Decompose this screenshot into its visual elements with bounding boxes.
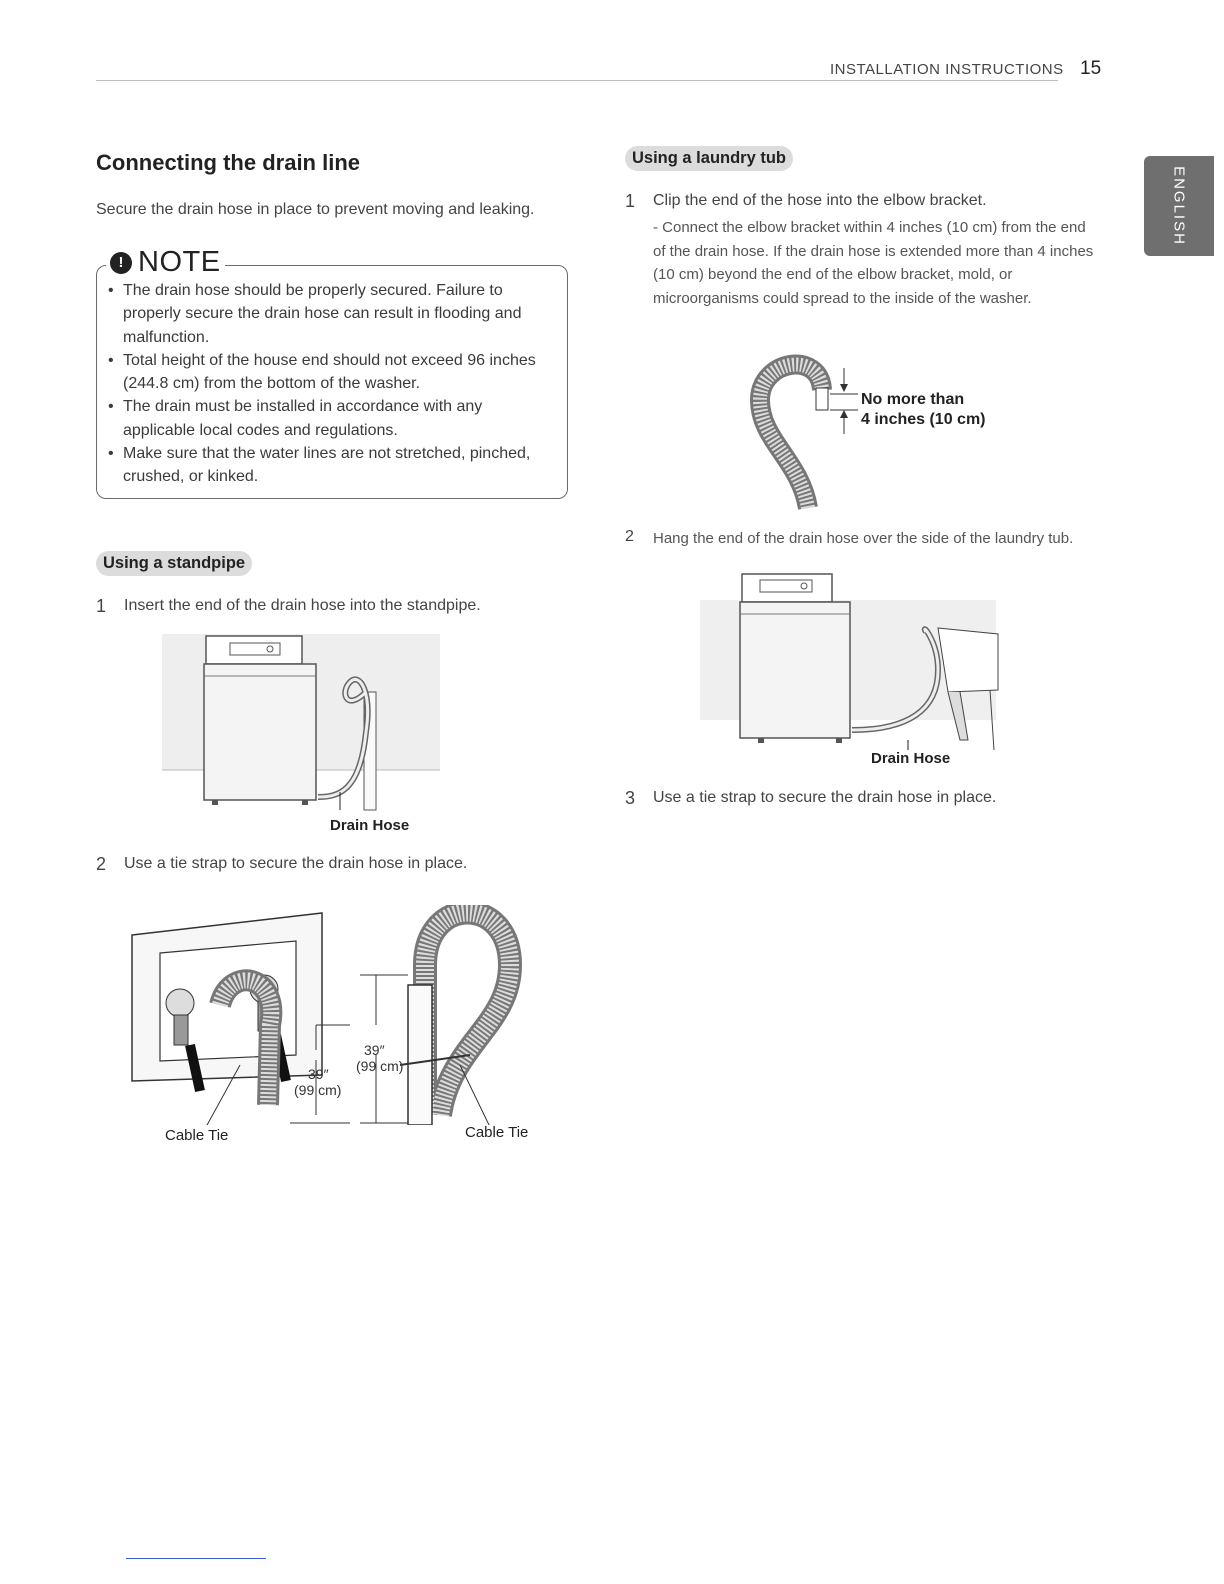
header-title: INSTALLATION INSTRUCTIONS: [830, 61, 1064, 78]
dim-left-value: 39″: [308, 1066, 329, 1082]
tub-step-1-number: 1: [625, 191, 636, 211]
tub-step-2-number: 2: [625, 528, 634, 545]
dim-right-value: 39″: [364, 1042, 385, 1058]
standpipe-heading: Using a standpipe: [96, 551, 252, 576]
tub-step-3-number: 3: [625, 788, 636, 808]
cable-tie-illustration: [130, 905, 530, 1125]
language-tab: [1144, 156, 1214, 256]
standpipe-step-1-number: 1: [96, 596, 107, 616]
tub-fig2-caption: Drain Hose: [871, 750, 951, 767]
note-item: • The drain hose should be properly secured. Failure to properly secure the drain hose can result in flooding and malfunction.: [106, 279, 556, 349]
note-list: [106, 279, 556, 489]
cable-tie-label-left: Cable Tie: [165, 1127, 229, 1144]
standpipe-fig1-caption: Drain Hose: [330, 817, 410, 834]
note-item: • The drain must be installed in accordance with any applicable local codes and regulations.: [106, 395, 556, 442]
standpipe-step-2-text: Use a tie strap to secure the drain hose in place.: [124, 855, 468, 872]
page-number: 15: [1080, 58, 1102, 79]
dim-left-metric: (99 cm): [294, 1082, 342, 1098]
header-rule: [96, 80, 1058, 81]
elbow-bracket-illustration: [740, 350, 860, 510]
section-title: Connecting the drain line: [96, 150, 361, 175]
note-item: • Total height of the house end should not exceed 96 inches (244.8 cm) from the bottom of the washer.: [106, 349, 556, 396]
elbow-label-line1: No more than: [861, 391, 965, 408]
laundry-tub-illustration: [698, 570, 1008, 760]
standpipe-step-2-number: 2: [96, 854, 107, 874]
dim-right-metric: (99 cm): [356, 1058, 404, 1074]
language-tab-label: ENGLISH: [1170, 166, 1188, 246]
tub-step-2-text: Hang the end of the drain hose over the side of the laundry tub.: [653, 530, 1074, 547]
standpipe-step-1-text: Insert the end of the drain hose into the standpipe.: [124, 597, 481, 614]
note-title: NOTE: [138, 246, 221, 278]
footer-rule: [126, 1558, 266, 1559]
laundry-tub-heading: Using a laundry tub: [625, 146, 793, 171]
tub-step-3-text: Use a tie strap to secure the drain hose in place.: [653, 789, 997, 806]
exclamation-icon: !: [110, 252, 132, 274]
standpipe-washer-illustration: [160, 632, 450, 812]
cable-tie-label-right: Cable Tie: [465, 1124, 529, 1141]
tub-step-1-subnote: - Connect the elbow bracket within 4 inches (10 cm) from the end of the drain hose. If the drain hose is extended more than 4 inches (10 cm) beyond the end of the elbow bracket, mold, or microorganisms could spread to the inside of the washer.: [653, 219, 1094, 307]
note-header: [106, 246, 225, 279]
elbow-label-line2: 4 inches (10 cm): [861, 411, 986, 428]
section-intro: Secure the drain hose in place to prevent moving and leaking.: [96, 201, 535, 218]
note-item: • Make sure that the water lines are not stretched, pinched, crushed, or kinked.: [106, 442, 556, 489]
tub-step-1-text: Clip the end of the hose into the elbow bracket.: [653, 192, 987, 209]
